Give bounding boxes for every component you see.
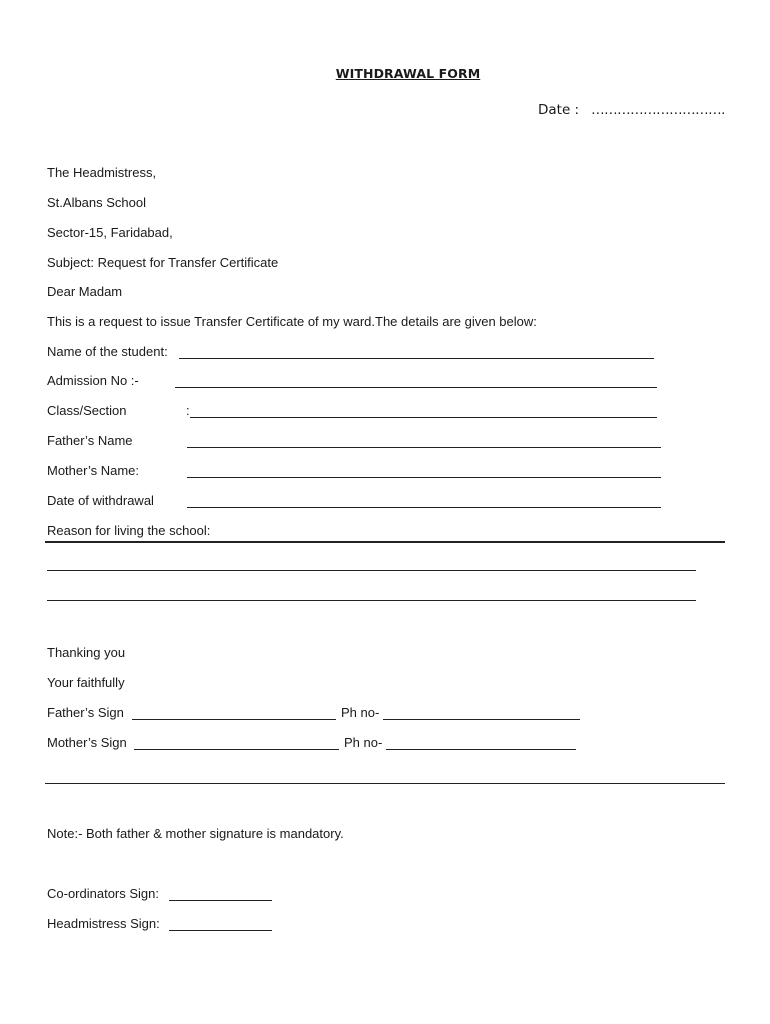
mothers-name-field[interactable]	[187, 463, 661, 478]
thanking-text: Thanking you	[47, 645, 126, 660]
reason-label: Reason for living the school:	[47, 523, 211, 538]
fathers-phone-label: Ph no-	[341, 705, 380, 720]
admission-no-field[interactable]	[175, 373, 657, 388]
fathers-sign-label: Father’s Sign	[47, 705, 124, 720]
reason-field-line-1[interactable]	[47, 556, 696, 571]
intro-text: This is a request to issue Transfer Certificate of my ward.The details are given below:	[47, 314, 537, 329]
fathers-name-label: Father’s Name	[47, 433, 133, 448]
headmistress-sign-field[interactable]	[169, 916, 272, 931]
reason-divider	[45, 541, 725, 543]
salutation: Dear Madam	[47, 284, 123, 299]
faithfully-text: Your faithfully	[47, 675, 125, 690]
recipient-line-1: The Headmistress,	[47, 165, 157, 180]
class-section-colon: :	[186, 403, 190, 418]
fathers-name-field[interactable]	[187, 433, 661, 448]
class-section-label: Class/Section	[47, 403, 127, 418]
headmistress-sign-label: Headmistress Sign:	[47, 916, 160, 931]
admission-no-label: Admission No :-	[47, 373, 139, 388]
closing-divider	[45, 783, 725, 784]
mothers-phone-field[interactable]	[386, 735, 576, 750]
mothers-name-label: Mother’s Name:	[47, 463, 139, 478]
reason-field-line-2[interactable]	[47, 586, 696, 601]
mandatory-note: Note:- Both father & mother signature is mandatory.	[47, 826, 344, 841]
fathers-phone-field[interactable]	[383, 705, 580, 720]
date-field[interactable]: ………………………….	[591, 102, 725, 118]
withdrawal-date-label: Date of withdrawal	[47, 493, 154, 508]
mothers-phone-label: Ph no-	[344, 735, 383, 750]
coordinators-sign-label: Co-ordinators Sign:	[47, 886, 159, 901]
withdrawal-date-field[interactable]	[187, 493, 661, 508]
coordinators-sign-field[interactable]	[169, 886, 272, 901]
subject-line: Subject: Request for Transfer Certificate	[47, 255, 279, 270]
recipient-line-3: Sector-15, Faridabad,	[47, 225, 173, 240]
recipient-line-2: St.Albans School	[47, 195, 147, 210]
fathers-sign-field[interactable]	[132, 705, 336, 720]
student-name-label: Name of the student:	[47, 344, 168, 359]
mothers-sign-field[interactable]	[134, 735, 339, 750]
mothers-sign-label: Mother’s Sign	[47, 735, 127, 750]
form-title: WITHDRAWAL FORM	[335, 66, 481, 81]
student-name-field[interactable]	[179, 344, 654, 359]
class-section-field[interactable]	[190, 403, 657, 418]
date-label: Date :	[538, 102, 580, 118]
date-line	[538, 102, 725, 118]
